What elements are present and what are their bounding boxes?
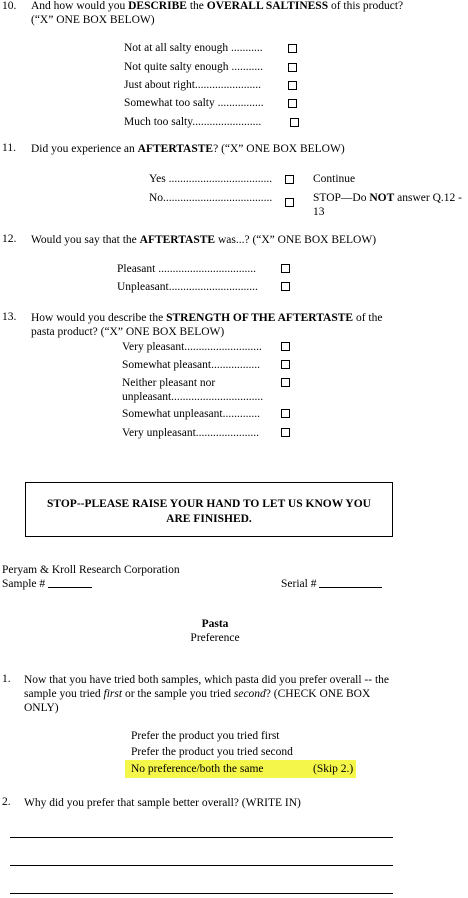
q10-option-label: Just about right.......................	[124, 79, 262, 91]
q13-option-label: Somewhat unpleasant.............	[122, 408, 260, 420]
q11-checkbox[interactable]	[285, 198, 294, 207]
section-subtitle: Preference	[190, 632, 240, 644]
q12-option-label: Pleasant ..................................	[117, 263, 256, 275]
q13-option-label: Very unpleasant......................	[122, 427, 260, 439]
write-in-line[interactable]	[10, 837, 393, 838]
q11-option-note-cont: 13	[313, 206, 325, 218]
q11-option-note: STOP—Do NOT answer Q.12 -	[313, 192, 462, 204]
q13-option-label: Somewhat pleasant.................	[122, 359, 260, 371]
write-in-line[interactable]	[10, 893, 393, 894]
q13-instruction: pasta product? (“X” ONE BOX BELOW)	[31, 326, 225, 338]
stop-notice-text: STOP--PLEASE RAISE YOUR HAND TO LET US KNOW YOU ARE FINISHED.	[47, 498, 371, 525]
write-in-line[interactable]	[10, 865, 393, 866]
q10-checkbox[interactable]	[288, 63, 297, 72]
p1-option-label[interactable]: No preference/both the same	[131, 763, 264, 775]
q13-checkbox[interactable]	[281, 342, 290, 351]
p1-option-label[interactable]: Prefer the product you tried second	[131, 746, 293, 758]
q10-option-label: Not quite salty enough ...........	[124, 61, 263, 73]
q13-checkbox[interactable]	[281, 378, 290, 387]
q13-number: 13.	[2, 311, 17, 323]
q12-option-label: Unpleasant...............................	[117, 281, 258, 293]
p2-question: Why did you prefer that sample better overall? (WRITE IN)	[24, 797, 301, 809]
p1-question-line2: sample you tried first or the sample you tried second? (CHECK ONE BOX	[24, 688, 371, 700]
q11-question: Did you experience an AFTERTASTE? (“X” ONE BOX BELOW)	[31, 143, 345, 155]
q10-instruction: (“X” ONE BOX BELOW)	[31, 14, 155, 26]
q13-checkbox[interactable]	[281, 360, 290, 369]
q12-question: Would you say that the AFTERTASTE was...? (“X” ONE BOX BELOW)	[31, 234, 377, 246]
q10-number: 10.	[2, 0, 17, 12]
q11-option-label: Yes ....................................	[149, 173, 273, 185]
q13-checkbox[interactable]	[281, 409, 290, 418]
q11-checkbox[interactable]	[285, 175, 294, 184]
q10-option-label: Not at all salty enough ...........	[124, 42, 263, 54]
q10-question: And how would you DESCRIBE the OVERALL SALTINESS of this product?	[31, 0, 404, 12]
company-name: Peryam & Kroll Research Corporation	[2, 564, 180, 576]
serial-number-blank[interactable]	[319, 577, 382, 588]
sample-number-field: Sample #	[2, 577, 92, 591]
section-title: Pasta	[201, 618, 229, 630]
q13-option-label: Neither pleasant nor	[122, 377, 216, 389]
p1-question-line1: Now that you have tried both samples, which pasta did you prefer overall -- the	[24, 674, 390, 686]
p1-option-label[interactable]: Prefer the product you tried first	[131, 730, 280, 742]
q10-checkbox[interactable]	[288, 99, 297, 108]
sample-number-blank[interactable]	[48, 577, 92, 588]
q13-option-label-cont: unpleasant................................	[122, 391, 264, 403]
serial-number-field: Serial #	[281, 577, 382, 591]
q13-question: How would you describe the STRENGTH OF THE AFTERTASTE of the	[31, 312, 383, 324]
q13-checkbox[interactable]	[281, 428, 290, 437]
q12-checkbox[interactable]	[281, 264, 290, 273]
q11-option-note: Continue	[313, 173, 356, 185]
p2-number: 2.	[2, 796, 11, 808]
q11-option-label: No......................................	[149, 192, 273, 204]
p1-number: 1.	[2, 673, 11, 685]
q12-number: 12.	[2, 233, 17, 245]
q10-option-label: Much too salty........................	[124, 116, 262, 128]
q10-checkbox[interactable]	[288, 44, 297, 53]
stop-notice	[25, 482, 393, 537]
q10-option-label: Somewhat too salty ................	[124, 97, 264, 109]
q10-checkbox[interactable]	[290, 118, 299, 127]
q12-checkbox[interactable]	[281, 282, 290, 291]
q13-option-label: Very pleasant...........................	[122, 341, 262, 353]
p1-skip-note: (Skip 2.)	[313, 763, 354, 775]
q10-checkbox[interactable]	[288, 81, 297, 90]
p1-question-line3: ONLY)	[24, 702, 59, 714]
q11-number: 11.	[2, 142, 16, 154]
